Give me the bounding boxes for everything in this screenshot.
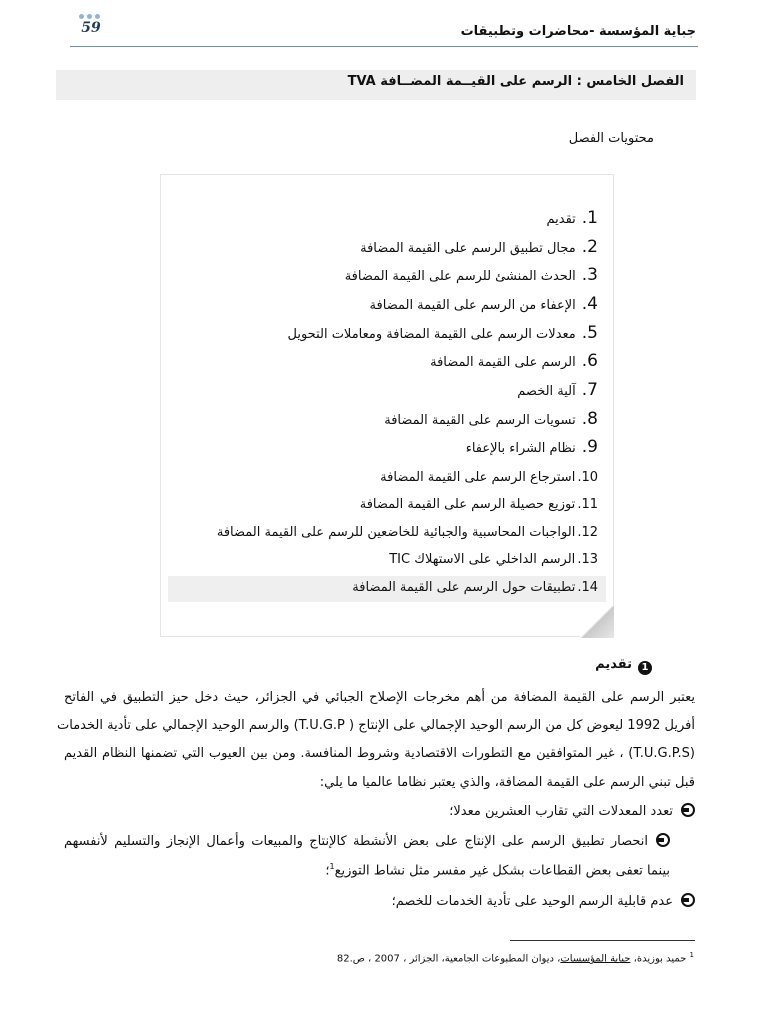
toc-text: تطبيقات حول الرسم على القيمة المضافة: [352, 580, 576, 595]
toc-number: 1.: [581, 208, 598, 228]
toc-number: 12.: [577, 525, 598, 540]
paragraph-line: أفريل 1992 ليعوض كل من الرسم الوحيد الإجمالي على الإنتاج ( T.U.G.P) والرسم الوحيد الإجمالي على تأدية الخدمات: [57, 718, 695, 733]
list-item-text: تعدد المعدلات التي تقارب العشرين معدلا؛: [449, 804, 673, 819]
toc-item[interactable]: [389, 552, 598, 567]
footnote-author: حميد بوزيدة،: [630, 953, 687, 965]
toc-item[interactable]: [430, 351, 598, 371]
toc-item[interactable]: [370, 294, 598, 314]
toc-text: تسويات الرسم على القيمة المضافة: [384, 413, 576, 428]
toc-text: الرسم الداخلي على الاستهلاك TIC: [389, 552, 576, 567]
list-item-text: بينما تعفى بعض القطاعات بشكل غير مفسر مثل نشاط التوزيع: [334, 863, 670, 879]
toc-number: 6.: [581, 351, 598, 371]
toc-item[interactable]: [360, 497, 598, 512]
section-heading-text: تقديم: [595, 657, 632, 672]
toc-number: 5.: [581, 323, 598, 343]
toc-text: آلية الخصم: [517, 384, 576, 399]
footnote-marker: 1: [689, 951, 694, 959]
toc-text: الرسم على القيمة المضافة: [430, 355, 576, 370]
footnote-book-title: جباية المؤسسات: [560, 953, 631, 965]
toc-text: استرجاع الرسم على القيمة المضافة: [380, 470, 576, 485]
toc-number: 3.: [581, 265, 598, 285]
toc-item[interactable]: [466, 437, 598, 457]
pointing-hand-bullet-icon: [656, 833, 670, 847]
toc-number: 7.: [581, 380, 598, 400]
footnote-rule: [510, 940, 695, 941]
toc-number: 13.: [577, 552, 598, 567]
paragraph-line: يعتبر الرسم على القيمة المضافة من أهم مخرجات الإصلاح الجبائي في الجزائر، حيث دخل حيز التطبيق في الفاتح: [64, 690, 695, 705]
pointing-hand-bullet-icon: [681, 803, 695, 817]
list-item-text: عدم قابلية الرسم الوحيد على تأدية الخدمات للخصم؛: [391, 894, 673, 909]
paragraph-line: قبل تبني الرسم على القيمة المضافة، والذي يعتبر نظاما عالميا ما يلي:: [319, 775, 695, 790]
toc-text: معدلات الرسم على القيمة المضافة ومعاملات التحويل: [287, 327, 576, 342]
chapter-title: الفصل الخامس : الرسم على القيــمة المضــافة TVA: [56, 70, 696, 100]
toc-text: نظام الشراء بالإعفاء: [465, 441, 576, 456]
running-title: جباية المؤسسة -محاضرات وتطبيقات: [460, 24, 696, 39]
page-curl-decoration: [580, 606, 614, 638]
toc-number: 14.: [577, 580, 598, 595]
toc-item[interactable]: [546, 208, 598, 228]
toc-text: الحدث المنشئ للرسم على القيمة المضافة: [344, 269, 576, 284]
pointing-hand-bullet-icon: [681, 893, 695, 907]
page-number: 59: [81, 20, 101, 36]
paragraph-line: (T.U.G.P.S) ، غير المتوافقين مع التطورات الاقتصادية وشروط المنافسة. ومن بين العيوب التي تضمنها النظام القديم: [64, 746, 695, 761]
list-item: [64, 893, 695, 909]
toc-item[interactable]: [384, 409, 598, 429]
section-heading: [595, 657, 652, 675]
toc-number: 9.: [581, 437, 598, 457]
footnote: [337, 951, 694, 964]
toc-item[interactable]: [352, 580, 598, 595]
toc-number: 4.: [581, 294, 598, 314]
footnote-reference[interactable]: 1: [329, 862, 335, 871]
header-rule: [70, 46, 698, 47]
footnote-details: ، ديوان المطبوعات الجامعية، الجزائر ، 2007 ، ص.82: [336, 953, 561, 965]
punctuation: ؛: [325, 863, 330, 879]
toc-text: الإعفاء من الرسم على القيمة المضافة: [369, 298, 576, 313]
list-item-text: انحصار تطبيق الرسم على الإنتاج على بعض الأنشطة كالإنتاج والمبيعات وأعمال الإنجاز والتسليم لأنفسهم: [64, 834, 648, 849]
toc-item[interactable]: [288, 323, 599, 343]
number-bullet-icon: 1: [638, 661, 652, 675]
toc-number: 2.: [581, 237, 598, 257]
toc-item[interactable]: [380, 470, 598, 485]
toc-number: 8.: [581, 409, 598, 429]
contents-label: محتويات الفصل: [568, 131, 654, 146]
list-item: [64, 833, 670, 849]
list-item-continuation: [64, 862, 670, 878]
list-item: [64, 803, 695, 819]
toc-number: 10.: [577, 470, 598, 485]
page-number-dots: [74, 14, 104, 19]
toc-text: توزيع حصيلة الرسم على القيمة المضافة: [359, 497, 576, 512]
toc-number: 11.: [577, 497, 598, 512]
toc-item[interactable]: [217, 525, 598, 540]
toc-text: مجال تطبيق الرسم على القيمة المضافة: [360, 241, 576, 256]
toc-item[interactable]: [345, 265, 598, 285]
toc-item[interactable]: [360, 237, 598, 257]
toc-item[interactable]: [517, 380, 598, 400]
toc-text: الواجبات المحاسبية والجبائية للخاضعين للرسم على القيمة المضافة: [216, 525, 576, 540]
toc-text: تقديم: [546, 212, 576, 227]
